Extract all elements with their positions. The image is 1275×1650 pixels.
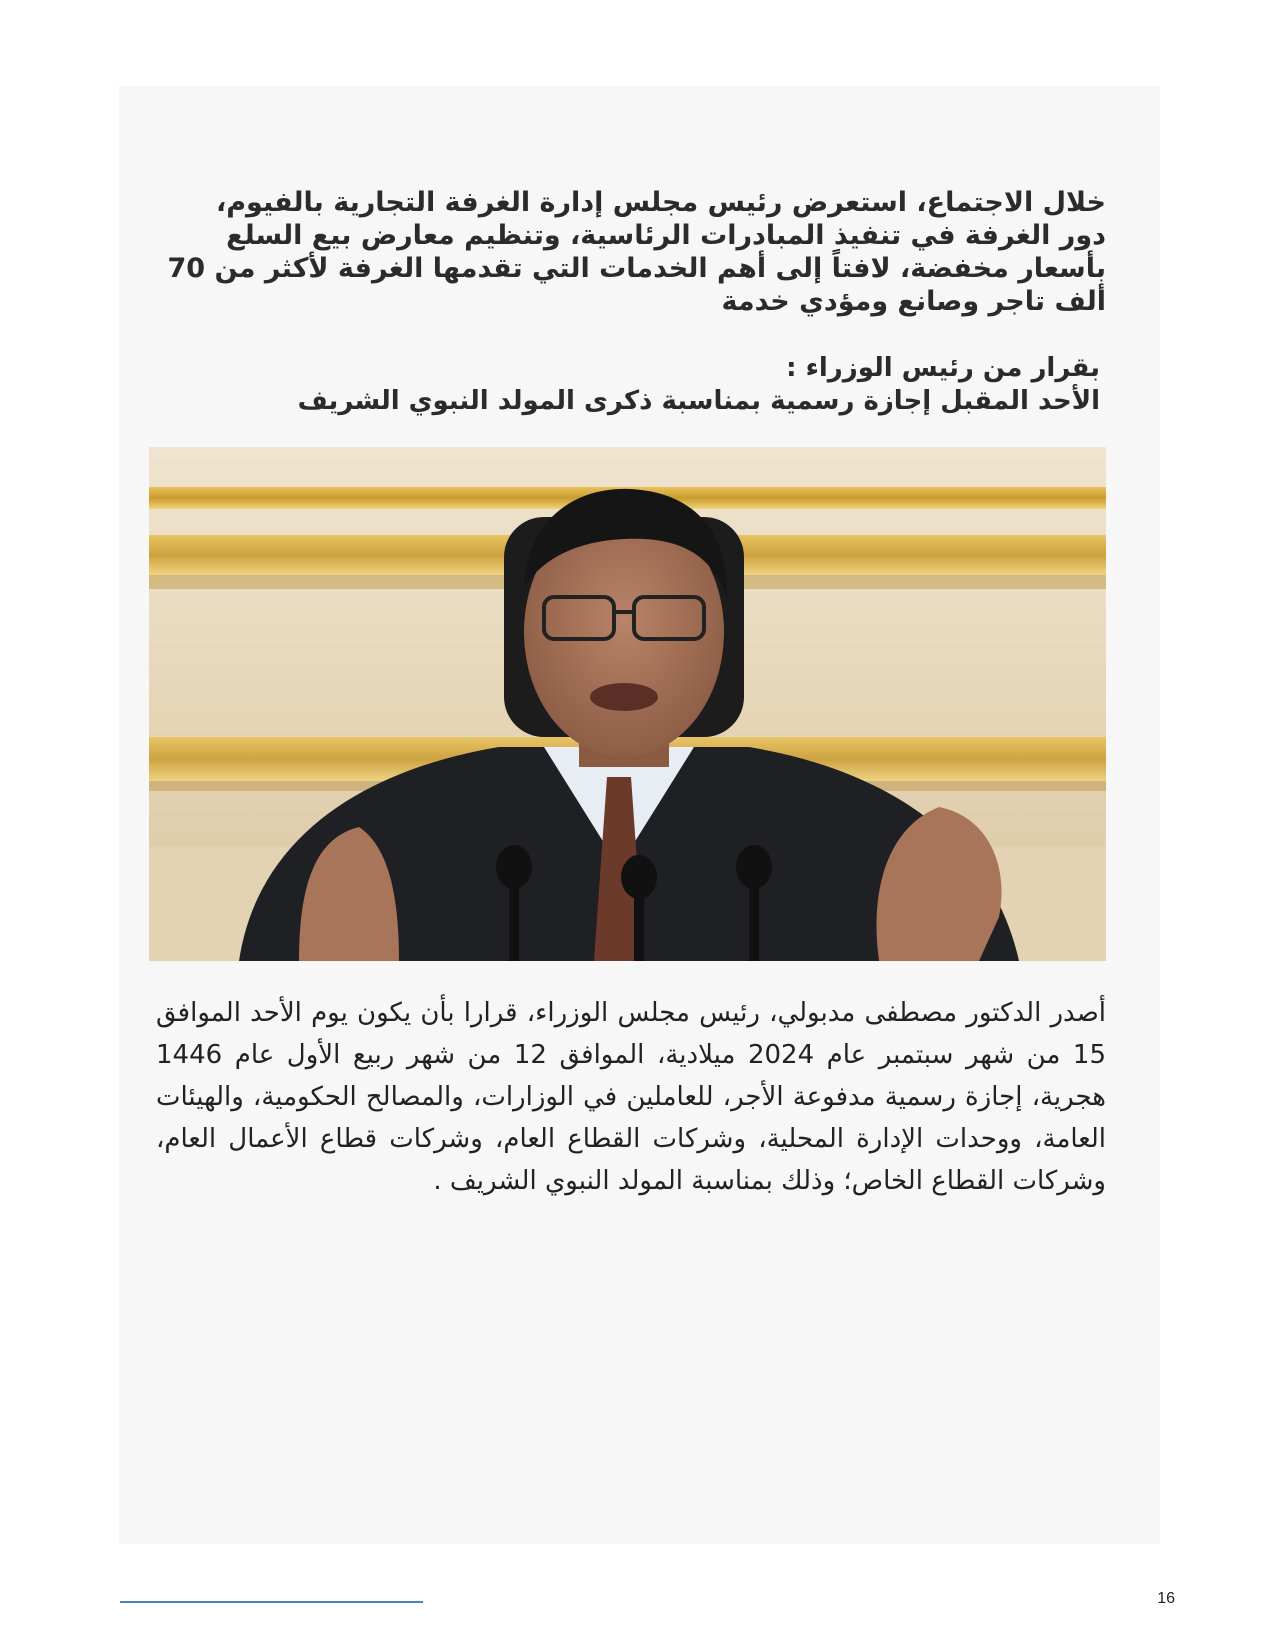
body-paragraph: أصدر الدكتور مصطفى مدبولي، رئيس مجلس الوزراء، قرارا بأن يكون يوم الأحد الموافق 15 من شهر سبتمبر عام 2024 ميلادية، الموافق 12 من شهر ربيع الأول عام 1446 هجرية، إجازة رسمية مدفوعة الأجر، للعاملين في الوزارات، والمصالح الحكومية، والهيئات العامة، ووحدات الإدارة المحلية، وشركات القطاع العام، وشركات قطاع الأعمال العام، وشركات القطاع الخاص؛ وذلك بمناسبة المولد النبوي الشريف . [156,998,1107,1196]
footer-divider [120,1601,423,1603]
page-number: 16 [1157,1590,1175,1607]
news-photo [149,447,1106,961]
news-headline [260,352,1100,418]
portrait-photo-illustration [149,447,1106,961]
headline-line-1: بقرار من رئيس الوزراء : [786,353,1100,383]
intro-paragraph: خلال الاجتماع، استعرض رئيس مجلس إدارة الغرفة التجارية بالفيوم، دور الغرفة في تنفيذ المبادرات الرئاسية، وتنظيم معارض بيع السلع بأسعار مخفضة، لافتاً إلى أهم الخدمات التي تقدمها الغرفة لأكثر من 70 ألف تاجر وصانع ومؤدي خدمة [167,187,1106,317]
headline-line-2: الأحد المقبل إجازة رسمية بمناسبة ذكرى المولد النبوي الشريف [297,386,1100,416]
